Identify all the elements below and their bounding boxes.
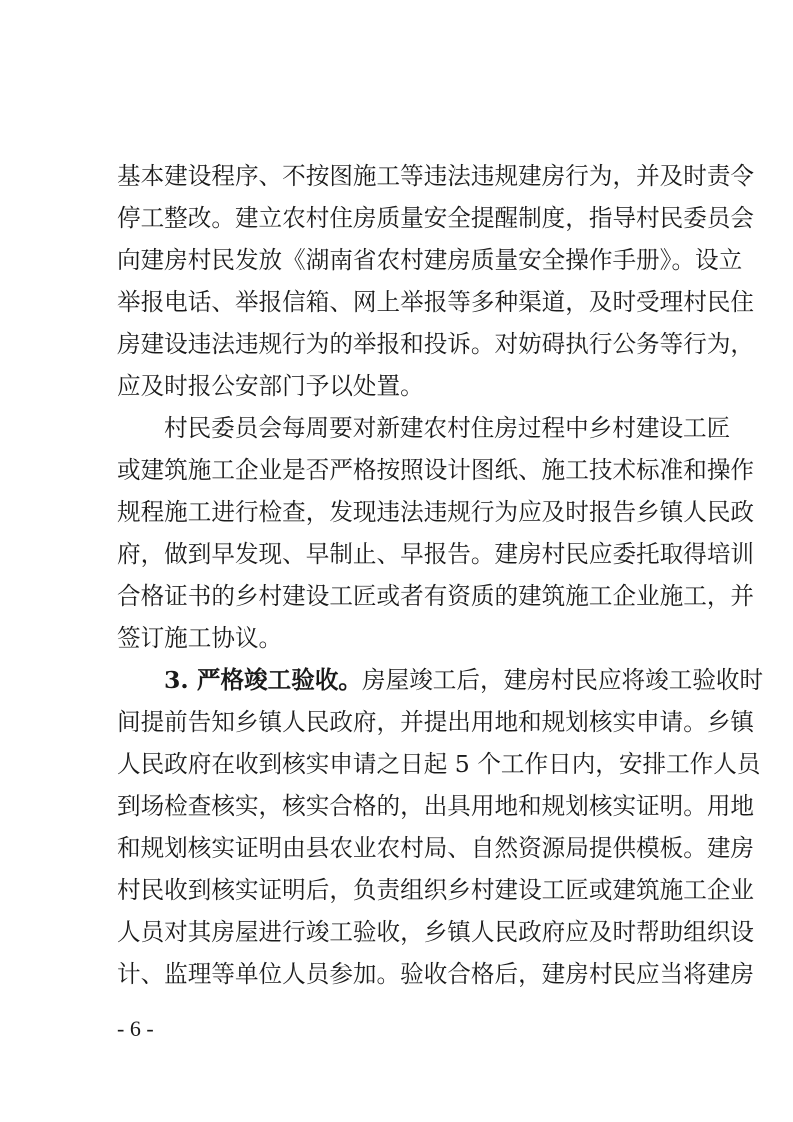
text-line: 间提前告知乡镇人民政府，并提出用地和规划核实申请。乡镇 (117, 708, 755, 736)
text-line: 签订施工协议。 (117, 624, 283, 652)
text-line: 府，做到早发现、早制止、早报告。建房村民应委托取得培训 (117, 540, 755, 568)
text-line: 合格证书的乡村建设工匠或者有资质的建筑施工企业施工，并 (117, 582, 755, 610)
paragraph-3 (117, 659, 764, 995)
text-line: 规程施工进行检查，发现违法违规行为应及时报告乡镇人民政 (117, 498, 755, 526)
text-span: 房屋竣工后，建房村民应将竣工验收时 (362, 666, 764, 694)
text-line: 和规划核实证明由县农业农村局、自然资源局提供模板。建房 (117, 834, 755, 862)
text-line: 到场检查核实，核实合格的，出具用地和规划核实证明。用地 (117, 792, 755, 820)
paragraph-2 (117, 407, 755, 659)
text-line: 举报电话、举报信箱、网上举报等多种渠道，及时受理村民住 (117, 288, 755, 316)
text-line: 向建房村民发放《湖南省农村建房质量安全操作手册》。设立 (117, 246, 743, 274)
text-line: 应及时报公安部门予以处置。 (117, 372, 424, 400)
text-line: 人员对其房屋进行竣工验收，乡镇人民政府应及时帮助组织设 (117, 918, 755, 946)
section-heading: 3. 严格竣工验收。 (164, 666, 363, 694)
text-line: 停工整改。建立农村住房质量安全提醒制度，指导村民委员会 (117, 204, 755, 232)
text-line: 村民委员会每周要对新建农村住房过程中乡村建设工匠 (164, 414, 731, 442)
text-line: 人民政府在收到核实申请之日起 5 个工作日内，安排工作人员 (117, 750, 761, 778)
body-text (117, 155, 764, 995)
text-line: 计、监理等单位人员参加。验收合格后，建房村民应当将建房 (117, 960, 755, 988)
paragraph-1 (117, 155, 755, 407)
text-line: 基本建设程序、不按图施工等违法违规建房行为，并及时责令 (117, 162, 755, 190)
text-line (117, 659, 764, 701)
page-number: - 6 - (117, 1016, 154, 1041)
text-line: 或建筑施工企业是否严格按照设计图纸、施工技术标准和操作 (117, 456, 755, 484)
text-line: 房建设违法违规行为的举报和投诉。对妨碍执行公务等行为， (117, 330, 755, 358)
text-line: 村民收到核实证明后，负责组织乡村建设工匠或建筑施工企业 (117, 876, 755, 904)
